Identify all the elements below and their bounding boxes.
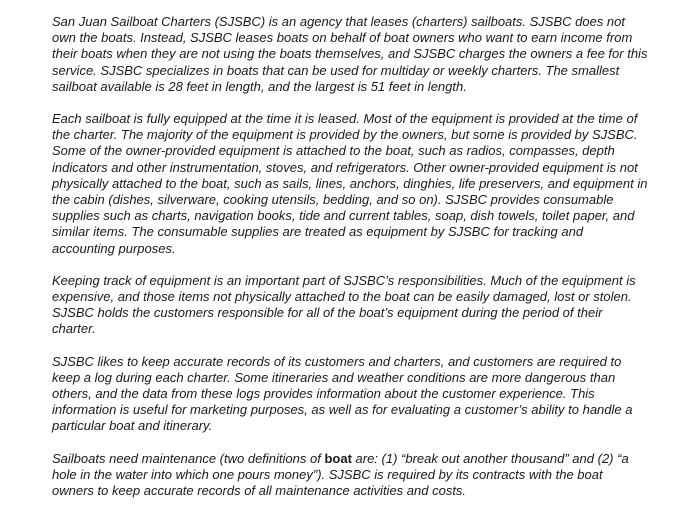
paragraph-intro: San Juan Sailboat Charters (SJSBC) is an agency that leases (charters) sailboats. SJSBC does not own the boats. Instead, SJSBC leases boats on behalf of boat owners who want to earn income from their boats when they are not using the boats themselves, and SJSBC charges the owners a fee for this service. SJSBC specializes in boats that can be used for multiday or weekly charters. The smallest sailboat available is 28 feet in length, and the largest is 51 feet in length.	[52, 14, 648, 94]
paragraph-maintenance	[52, 451, 648, 500]
maintenance-text-after: are: (1) “break out another thousand” and (2) “a hole in the water into which one pours money”). SJSBC is required by its contracts with the boat owners to keep accurate records of all maintenance activities and costs.	[52, 450, 629, 499]
paragraph-equipment: Each sailboat is fully equipped at the time it is leased. Most of the equipment is provided at the time of the charter. The majority of the equipment is provided by the owners, but some is provided by SJSBC. Some of the owner-provided equipment is attached to the boat, such as radios, compasses, depth indicators and other instrumentation, stoves, and refrigerators. Other owner-provided equipment is not physically attached to the boat, such as sails, lines, anchors, dinghies, life preservers, and equipment in the cabin (dishes, silverware, cooking utensils, bedding, and so on). SJSBC provides consumable supplies such as charts, navigation books, tide and current tables, soap, dish towels, toilet paper, and similar items. The consumable supplies are treated as equipment by SJSBC for tracking and accounting purposes.	[52, 111, 648, 256]
maintenance-text-before: Sailboats need maintenance (two definitions of	[52, 450, 325, 466]
paragraph-tracking: Keeping track of equipment is an important part of SJSBC’s responsibilities. Much of the equipment is expensive, and those items not physically attached to the boat can be easily damaged, lost or stolen. SJSBC holds the customers responsible for all of the boat’s equipment during the period of their charter.	[52, 272, 636, 337]
document-body	[52, 14, 648, 515]
paragraph-customer-records: SJSBC likes to keep accurate records of its customers and charters, and customers are required to keep a log during each charter. Some itineraries and weather conditions are more dangerous than others, and the data from these logs provides information about the customer experience. This information is useful for marketing purposes, as well as for evaluating a customer’s ability to handle a particular boat and itinerary.	[52, 353, 633, 434]
boat-bold-word: boat	[324, 450, 352, 466]
